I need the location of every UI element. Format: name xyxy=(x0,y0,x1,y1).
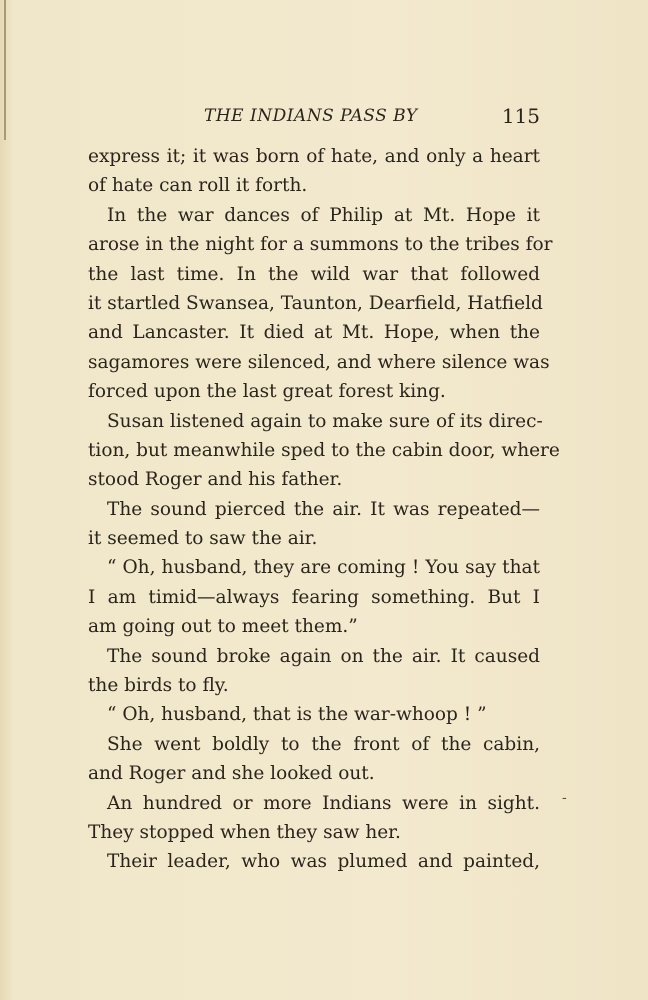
text-line: In the war dances of Philip at Mt. Hope it xyxy=(107,204,540,226)
text-line: An hundred or more Indians were in sight. xyxy=(107,792,540,814)
text-line: the last time. In the wild war that followed xyxy=(88,263,540,285)
body-text xyxy=(88,142,560,877)
text-line: She went boldly to the front of the cabin, xyxy=(107,733,540,755)
text-line: Their leader, who was plumed and painted, xyxy=(107,851,540,873)
text-line: of hate can roll it forth. xyxy=(88,175,308,197)
text-line: it seemed to saw the air. xyxy=(88,528,318,550)
text-line: “ Oh, husband, they are coming ! You say that xyxy=(107,557,540,579)
text-line: stood Roger and his father. xyxy=(88,469,343,491)
text-line: Susan listened again to make sure of its direc- xyxy=(107,410,543,432)
text-line: and Roger and she looked out. xyxy=(88,763,375,785)
text-line: “ Oh, husband, that is the war-whoop ! ” xyxy=(107,704,487,726)
text-line: The sound broke again on the air. It caused xyxy=(107,645,540,667)
margin-mark: - xyxy=(562,790,567,806)
text-line: it startled Swansea, Taunton, Dearfield, Hatfield xyxy=(88,292,543,314)
text-line: forced upon the last great forest king. xyxy=(88,381,446,403)
text-line: I am timid—always fearing something. But I xyxy=(88,586,540,608)
text-line: and Lancaster. It died at Mt. Hope, when the xyxy=(88,322,540,344)
text-line: The sound pierced the air. It was repeated— xyxy=(107,498,540,520)
text-line: the birds to fly. xyxy=(88,675,229,697)
running-title: THE INDIANS PASS BY xyxy=(204,106,418,126)
page-number: 115 xyxy=(501,104,540,128)
page-header xyxy=(88,104,540,132)
text-line: They stopped when they saw her. xyxy=(88,821,401,843)
page-edge-line xyxy=(4,0,6,140)
text-line: sagamores were silenced, and where silence was xyxy=(88,351,550,373)
text-line: am going out to meet them.” xyxy=(88,616,358,638)
text-line: arose in the night for a summons to the tribes for xyxy=(88,234,553,256)
text-line: tion, but meanwhile sped to the cabin door, where xyxy=(88,439,560,461)
text-line: express it; it was born of hate, and only a heart xyxy=(88,146,540,167)
